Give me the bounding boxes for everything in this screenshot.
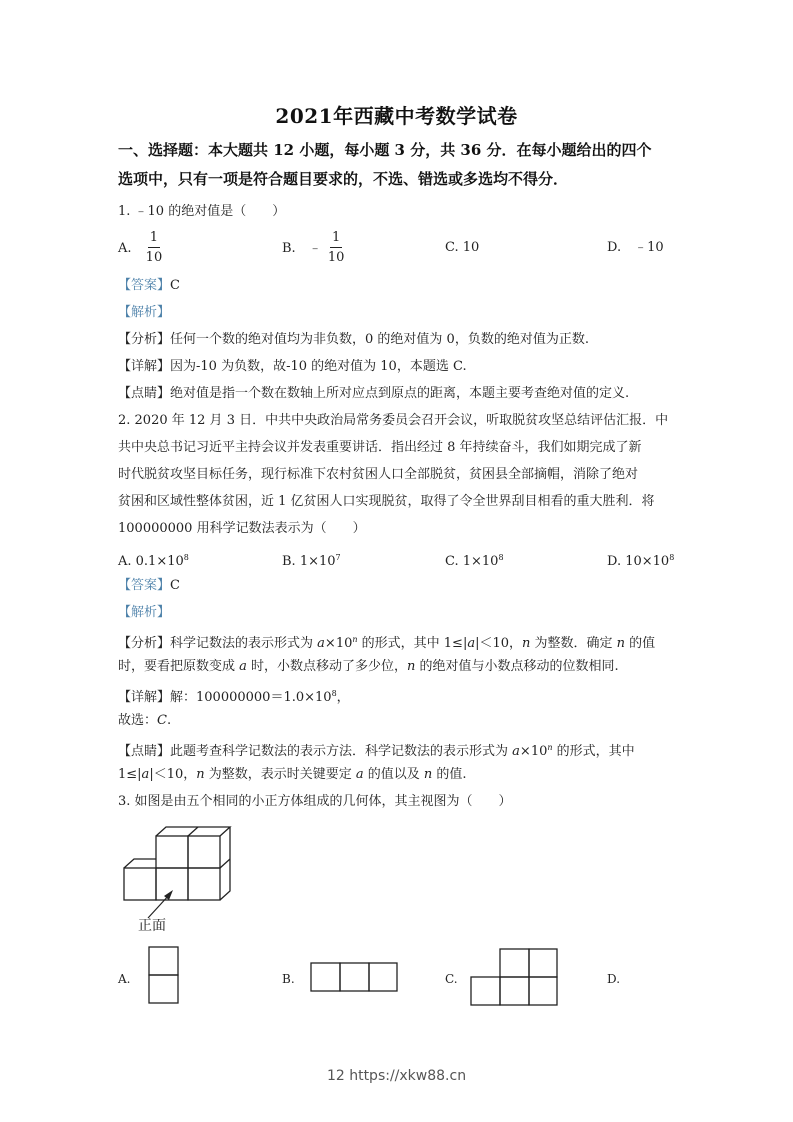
q2-fenxi-line-2: 时，要看把原数变成 a 时，小数点移动了多少位，n 的绝对值与小数点移动的位数相同. [118, 659, 619, 674]
q1-answer: 【答案】C [118, 278, 180, 293]
page-title: 2021年西藏中考数学试卷 [275, 104, 518, 128]
q1-stem: 1. ﹣10 的绝对值是（ ） [118, 204, 286, 219]
q2-stem-line-4: 贫困和区域性整体贫困，近 1 亿贫困人口实现脱贫，取得了令全世界刮目相看的重大胜利．将 [118, 494, 655, 509]
q2-option-c: C. $1\times 10^8$ [445, 553, 504, 569]
q2-stem-line-2: 共中央总书记习近平主持会议并发表重要讲话．指出经过 8 年持续奋斗，我们如期完成了新 [118, 440, 642, 455]
front-view-label: 正面 [138, 918, 166, 934]
q3-option-b-label: B. [282, 972, 295, 986]
q3-option-b-figure [310, 962, 400, 994]
q2-dianjing-line-2: 1≤|a|＜10，n 为整数，表示时关键要定 a 的值以及 n 的值. [118, 767, 467, 782]
q1-option-b-label: B. ﹣ [282, 241, 322, 256]
answer-tag: 【答案】 [118, 578, 171, 593]
cube-solid-figure [118, 826, 248, 926]
q1-option-c: C. 10 [445, 240, 480, 255]
fraction: $\frac{1}{10}$ [145, 230, 163, 265]
q2-option-a: A. $0.1\times 10^8$ [118, 553, 189, 569]
section-heading-line-1: 一、选择题：本大题共 12 小题，每小题 3 分，共 36 分．在每小题给出的四个 [118, 141, 652, 159]
q2-fenxi-line-1: 【分析】科学记数法的表示形式为 $a\times 10^n$ 的形式，其中 1≤|a|＜10，n 为整数．确定 n 的值 [118, 635, 656, 651]
answer-tag: 【答案】 [118, 278, 171, 293]
q2-option-d: D. $10\times 10^8$ [607, 553, 675, 569]
q2-answer: 【答案】C [118, 578, 180, 593]
q3-stem: 3. 如图是由五个相同的小正方体组成的几何体，其主视图为（ ） [118, 794, 512, 809]
q1-option-a [118, 229, 162, 268]
q2-stem-line-1: 2. 2020 年 12 月 3 日．中共中央政治局常务委员会召开会议，听取脱贫攻坚总结评估汇报．中 [118, 413, 669, 428]
q1-fenxi: 【分析】任何一个数的绝对值均为非负数，0 的绝对值为 0，负数的绝对值为正数. [118, 332, 589, 347]
q1-analysis-tag: 【解析】 [118, 305, 171, 320]
q1-option-d: D. ﹣10 [607, 240, 664, 255]
fraction: $\frac{1}{10}$ [327, 230, 345, 265]
q3-option-a-figure [148, 946, 180, 1006]
q2-option-b: B. $1\times 10^7$ [282, 553, 341, 569]
q2-analysis-tag: 【解析】 [118, 605, 171, 620]
q3-option-c-figure [470, 947, 562, 1009]
page-footer: 12 https://xkw88.cn [326, 1068, 467, 1084]
q3-option-c-label: C. [445, 972, 458, 986]
q2-stem-line-3: 时代脱贫攻坚目标任务，现行标准下农村贫困人口全部脱贫，贫困县全部摘帽，消除了绝对 [118, 467, 639, 482]
q1-option-b [282, 229, 344, 268]
q2-guxuan: 故选：C. [118, 713, 172, 728]
q3-option-a-label: A. [118, 972, 131, 986]
q2-xiangjie: 【详解】解：$100000000=1.0\times 10^8$， [118, 689, 350, 705]
q1-dianjing: 【点睛】绝对值是指一个数在数轴上所对应点到原点的距离，本题主要考查绝对值的定义. [118, 386, 630, 401]
q1-option-a-label: A. [118, 241, 132, 256]
q1-xiangjie: 【详解】因为-10 为负数，故-10 的绝对值为 10，本题选 C. [118, 359, 467, 374]
q3-option-d-label: D. [607, 972, 621, 986]
q2-stem-line-5: 100000000 用科学记数法表示为（ ） [118, 521, 366, 536]
section-heading-line-2: 选项中，只有一项是符合题目要求的，不选、错选或多选均不得分． [118, 170, 569, 188]
q2-dianjing-line-1: 【点睛】此题考查科学记数法的表示方法．科学记数法的表示形式为 $a\times 10^n$ 的形式，其中 [118, 743, 635, 759]
